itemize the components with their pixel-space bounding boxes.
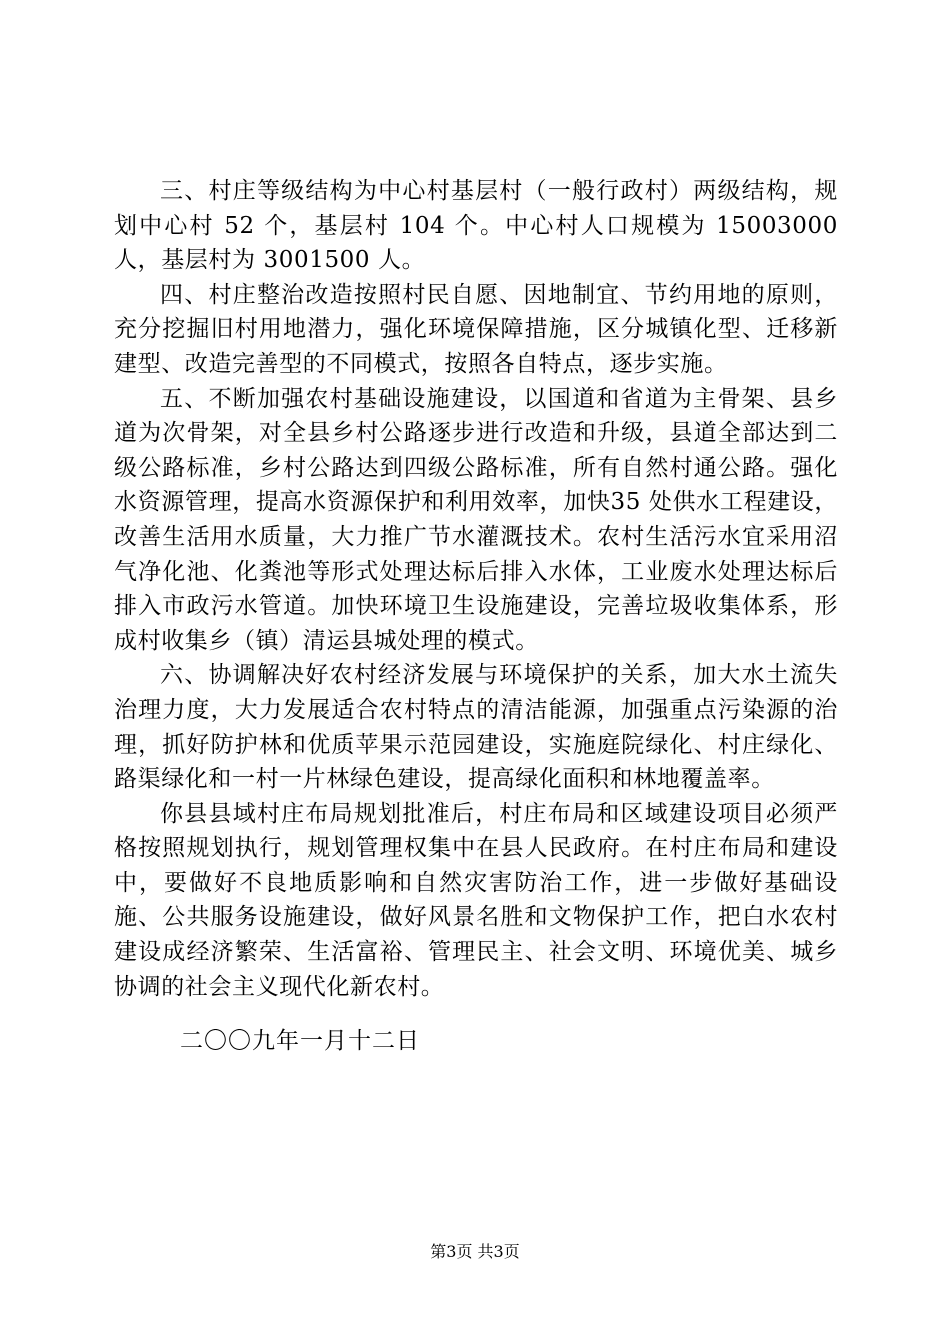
- paragraph-environment-protection: 六、协调解决好农村经济发展与环境保护的关系，加大水土流失治理力度，大力发展适合农村特点的清洁能源，加强重点污染源的治理，抓好防护林和优质苹果示范园建设，实施庭院绿化、村庄绿化、路渠绿化和一村一片林绿色建设，提高绿化面积和林地覆盖率。: [114, 662, 838, 793]
- page-footer: 第3页 共3页: [430, 1242, 520, 1261]
- paragraph-village-hierarchy: 三、村庄等级结构为中心村基层村（一般行政村）两级结构，规划中心村 52 个，基层村 104 个。中心村人口规模为 15003000 人，基层村为 3001500 人。: [114, 178, 838, 274]
- document-body: [114, 174, 838, 1004]
- paragraph-village-renovation: 四、村庄整治改造按照村民自愿、因地制宜、节约用地的原则，充分挖掘旧村用地潜力，强化环境保障措施，区分城镇化型、迁移新建型、改造完善型的不同模式，按照各自特点，逐步实施。: [114, 281, 838, 377]
- document-date: 二〇〇九年一月十二日: [180, 1028, 420, 1054]
- paragraph-planning-implementation: 你县县域村庄布局规划批准后，村庄布局和区域建设项目必须严格按照规划执行，规划管理权集中在县人民政府。在村庄布局和建设中，要做好不良地质影响和自然灾害防治工作，进一步做好基础设施、公共服务设施建设，做好风景名胜和文物保护工作，把白水农村建设成经济繁荣、生活富裕、管理民主、社会文明、环境优美、城乡协调的社会主义现代化新农村。: [114, 800, 838, 1000]
- paragraph-infrastructure: 五、不断加强农村基础设施建设，以国道和省道为主骨架、县乡道为次骨架，对全县乡村公路逐步进行改造和升级，县道全部达到二级公路标准，乡村公路达到四级公路标准，所有自然村通公路。强化水资源管理，提高水资源保护和利用效率，加快35 处供水工程建设，改善生活用水质量，大力推广节水灌溉技术。农村生活污水宜采用沼气净化池、化粪池等形式处理达标后排入水体，工业废水处理达标后排入市政污水管道。加快环境卫生设施建设，完善垃圾收集体系，形成村收集乡（镇）清运县城处理的模式。: [114, 385, 838, 654]
